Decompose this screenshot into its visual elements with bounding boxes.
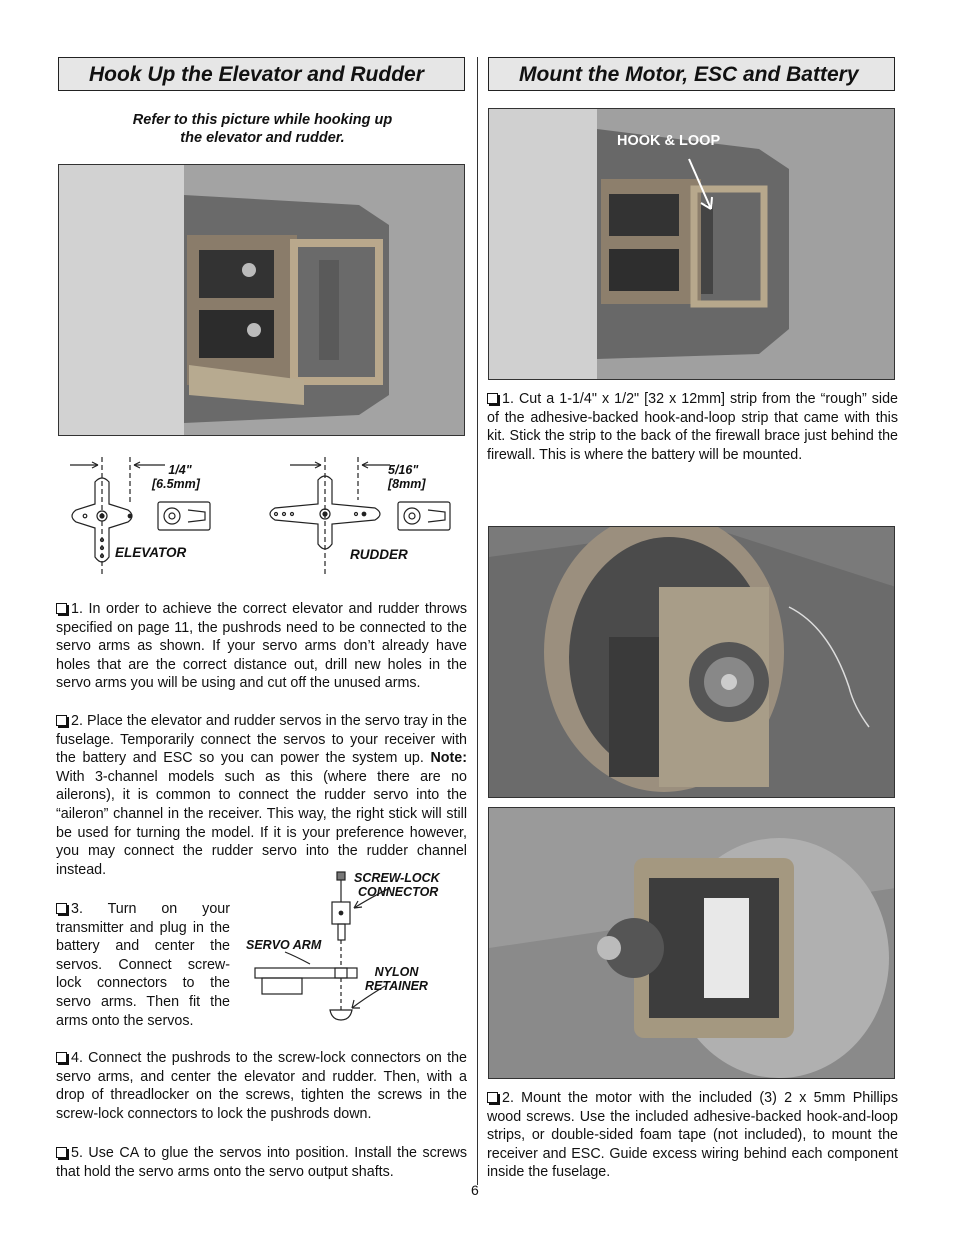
left-step-3-text: 3. Turn on your transmitter and plug in the battery and center the servos. Connect screw-lock connectors to the servo arms. Then fit the arms onto the servos. <box>56 901 230 1029</box>
elevator-dim-inch: 1/4" <box>168 463 192 477</box>
nylon-line-2: RETAINER <box>365 979 428 993</box>
step-2-checkbox[interactable] <box>56 715 67 726</box>
left-step-5 <box>56 1144 467 1181</box>
left-step-5-text: 5. Use CA to glue the servos into position. Install the screws that hold the servo arms onto the servo output shafts. <box>56 1145 467 1180</box>
hook-and-loop-photo-art <box>489 109 895 380</box>
left-step-3 <box>56 900 230 1030</box>
rudder-dimension-label <box>388 463 426 491</box>
rudder-label: RUDDER <box>350 547 408 562</box>
left-step-1 <box>56 600 467 693</box>
motor-mount-top-art <box>489 527 895 798</box>
right-step-1-checkbox[interactable] <box>487 393 498 404</box>
nylon-line-1: NYLON <box>374 965 419 979</box>
page-number: 6 <box>471 1182 479 1198</box>
screw-lock-connector-label <box>354 871 440 899</box>
rudder-dim-inch: 5/16" <box>388 463 419 477</box>
servo-tray-photo <box>58 164 465 436</box>
section-header-elevator-rudder: Hook Up the Elevator and Rudder <box>58 57 465 91</box>
caption-line-1: Refer to this picture while hooking up <box>132 112 393 128</box>
servo-tray-photo-art <box>59 165 465 436</box>
left-step-4-text: 4. Connect the pushrods to the screw-lock connectors on the servo arms, and center the elevator and rudder. Then, with a drop of threadlocker on the screws, tighten the screws in the screw-lock connectors to lock the pushrods down. <box>56 1050 467 1122</box>
photo-caption <box>80 111 445 147</box>
left-step-2-text-b: With 3-channel models such as this (where there are no ailerons), it is common to connect the rudder servo into the “aileron” channel in the receiver. This way, the right stick will still be used for turning the model. If it is your preference however, you may connect the rudder servo into the rudder channel instead. <box>56 768 467 878</box>
step-5-checkbox[interactable] <box>56 1147 67 1158</box>
column-divider <box>477 57 478 1185</box>
servo-arm-label: SERVO ARM <box>246 938 322 952</box>
elevator-dimension-label <box>152 463 200 491</box>
left-step-2 <box>56 712 467 879</box>
motor-mount-bottom-art <box>489 808 895 1079</box>
note-label: Note: <box>430 750 467 767</box>
elevator-dim-mm: [6.5mm] <box>152 477 200 491</box>
motor-mount-photo-bottom <box>488 807 895 1079</box>
step-1-checkbox[interactable] <box>56 603 67 614</box>
step-3-checkbox[interactable] <box>56 903 67 914</box>
right-step-1-text: 1. Cut a 1-1/4" x 1/2" [32 x 12mm] strip from the “rough” side of the adhesive-backed hook-and-loop strip that came with this kit. Stick the strip to the back of the firewall brace just behind the firewall. This is where the battery will be mounted. <box>487 391 898 463</box>
section-header-motor-esc-battery: Mount the Motor, ESC and Battery <box>488 57 895 91</box>
nylon-retainer-label <box>365 965 428 993</box>
hook-and-loop-photo <box>488 108 895 380</box>
motor-mount-photo-top <box>488 526 895 798</box>
right-step-2 <box>487 1089 898 1182</box>
rudder-dim-mm: [8mm] <box>388 477 426 491</box>
hook-loop-photo-label: HOOK & LOOP <box>617 133 721 149</box>
caption-line-2: the elevator and rudder. <box>180 130 345 146</box>
screw-lock-line-2: CONNECTOR <box>358 885 439 899</box>
elevator-label: ELEVATOR <box>115 545 187 560</box>
right-step-2-text: 2. Mount the motor with the included (3) 2 x 5mm Phillips wood screws. Use the included adhesive-backed hook-and-loop strips, or double-sided foam tape (not included), to mount the receiver and ESC. Guide excess wiring behind each component inside the fuselage. <box>487 1090 898 1181</box>
screw-lock-line-1: SCREW-LOCK <box>354 871 440 885</box>
right-step-2-checkbox[interactable] <box>487 1092 498 1103</box>
step-4-checkbox[interactable] <box>56 1052 67 1063</box>
left-step-2-text-a: 2. Place the elevator and rudder servos in the servo tray in the fuselage. Temporarily connect the servos to your receiver with the battery and ESC so you can power the system up. <box>56 713 467 767</box>
left-step-1-text: 1. In order to achieve the correct elevator and rudder throws specified on page 11, the pushrods need to be connected to the servo arms as shown. If your servo arms don’t already have holes that are the correct distance out, drill new holes in the servo arms you will be using and cut off the unused arms. <box>56 601 467 692</box>
right-step-1 <box>487 390 898 464</box>
left-step-4 <box>56 1049 467 1123</box>
